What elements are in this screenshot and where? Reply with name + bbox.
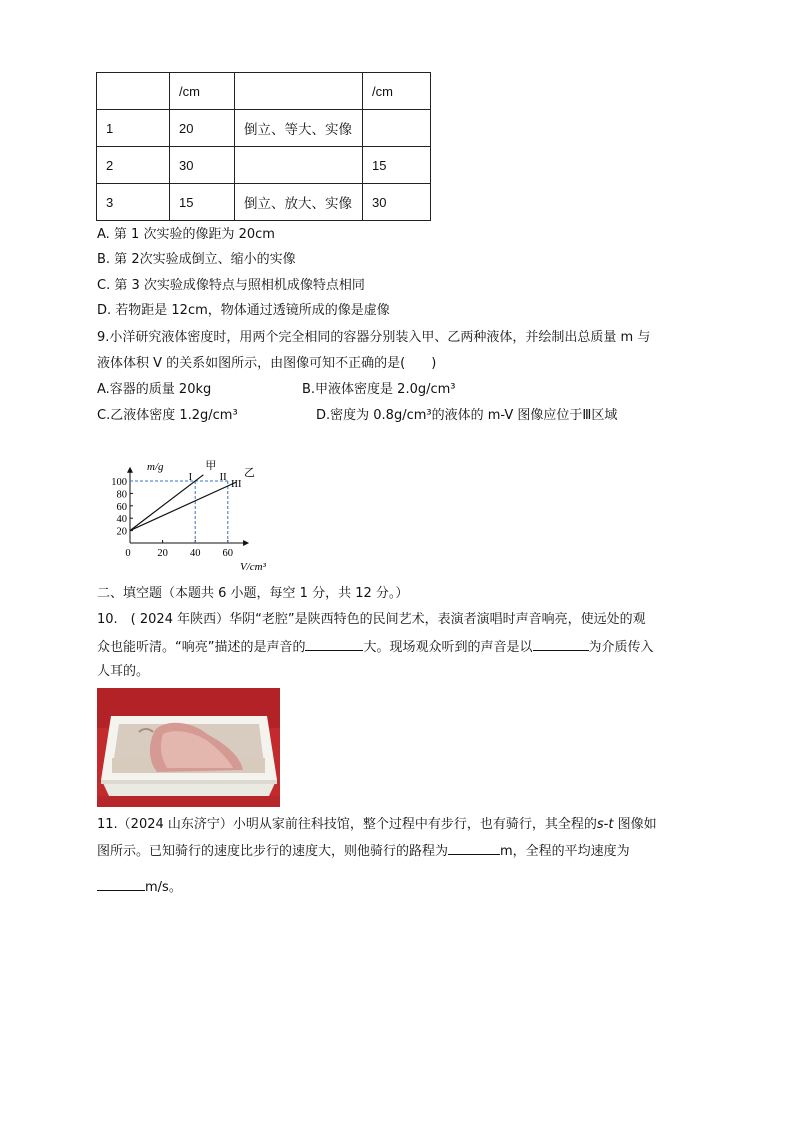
q9-stem-line2: 液体体积 V 的关系如图所示，由图像可知不正确的是( ) (97, 356, 437, 371)
table-cell: 30 (170, 147, 235, 184)
q11-stem-line1 (97, 815, 657, 835)
table-cell: 1 (97, 110, 170, 147)
q8-option-a: A. 第 1 次实验的像距为 20cm (97, 227, 275, 242)
y-tick-label: 40 (116, 514, 127, 526)
answer-blank[interactable] (533, 637, 589, 651)
q11-st-symbol: s-t (596, 817, 614, 832)
mass-volume-chart (100, 446, 290, 576)
series-line (130, 482, 236, 530)
q10-stem-line3: 人耳的。 (97, 664, 150, 679)
x-axis-arrow (243, 540, 249, 546)
q9-option-a: A.容器的质量 20kg (97, 382, 212, 397)
tray-photo (97, 688, 280, 807)
region-label: III (231, 479, 242, 491)
q11-stem-line3 (97, 877, 182, 898)
q9-option-d: D.密度为 0.8g/cm³的液体的 m-V 图像应位于Ⅲ区域 (316, 408, 618, 423)
q11-stem-line2 (97, 841, 630, 862)
series-name-label: 甲 (205, 458, 217, 472)
table-header-row (97, 73, 431, 110)
q11-text: 11.（2024 山东济宁）小明从家前往科技馆，整个过程中有步行，也有骑行，其全程的 (97, 817, 597, 832)
table-header-cell: /cm (170, 73, 235, 110)
x-tick-label: 20 (157, 548, 168, 559)
q10-text: 为介质传入 (588, 640, 654, 655)
table-cell: 30 (363, 184, 431, 221)
table-row (97, 110, 431, 147)
y-axis-label: m/g (147, 461, 164, 473)
region-label: I (188, 471, 193, 483)
q10-stem-line1: 10. ( 2024 年陕西）华阴“老腔”是陕西特色的民间艺术，表演者演唱时声音响亮，使远处的观 (97, 612, 646, 627)
q8-option-c: C. 第 3 次实验成像特点与照相机成像特点相同 (97, 278, 365, 293)
q11-text: m，全程的平均速度为 (500, 844, 630, 859)
y-axis-arrow (127, 467, 133, 473)
table-cell: 倒立、放大、实像 (235, 184, 363, 221)
table-row (97, 184, 431, 221)
table-cell: 2 (97, 147, 170, 184)
table-header-cell (235, 73, 363, 110)
x-tick-label: 40 (189, 548, 201, 559)
table-cell (235, 147, 363, 184)
x-axis-label: V/cm³ (240, 561, 266, 573)
table-header-cell: /cm (363, 73, 431, 110)
q9-option-c: C.乙液体密度 1.2g/cm³ (97, 408, 238, 423)
answer-blank[interactable] (97, 877, 145, 891)
series-name-label: 乙 (243, 466, 255, 480)
q10-stem-line2 (97, 637, 654, 658)
table-cell (363, 110, 431, 147)
q11-text: m/s。 (145, 880, 182, 895)
answer-blank[interactable] (305, 637, 363, 651)
q10-text: 众也能听清。“响亮”描述的是声音的 (97, 640, 306, 655)
y-tick-label: 80 (116, 489, 127, 501)
q11-text: 图像如 (613, 817, 657, 832)
experiment-table (96, 72, 431, 221)
q10-text: 大。现场观众听到的声音是以 (363, 640, 533, 655)
answer-blank[interactable] (448, 841, 500, 855)
table-cell: 20 (170, 110, 235, 147)
q11-text: 图所示。已知骑行的速度比步行的速度大，则他骑行的路程为 (97, 844, 449, 859)
y-tick-label: 100 (111, 477, 127, 488)
y-tick-label: 60 (116, 501, 127, 513)
x-tick-label: 0 (125, 548, 131, 559)
region-label: II (219, 471, 227, 483)
q8-option-d: D. 若物距是 12cm，物体通过透镜所成的像是虚像 (97, 303, 390, 318)
y-tick-label: 20 (116, 526, 127, 538)
table-cell: 15 (170, 184, 235, 221)
table-row (97, 147, 431, 184)
q8-option-b: B. 第 2次实验成倒立、缩小的实像 (97, 252, 296, 267)
section-2-title: 二、填空题（本题共 6 小题，每空 1 分，共 12 分。） (97, 586, 409, 601)
x-tick-label: 60 (222, 548, 234, 559)
table-cell: 倒立、等大、实像 (235, 110, 363, 147)
table-cell: 3 (97, 184, 170, 221)
table-cell: 15 (363, 147, 431, 184)
q9-option-b: B.甲液体密度是 2.0g/cm³ (302, 382, 456, 397)
table-header-cell (97, 73, 170, 110)
q9-stem-line1: 9.小洋研究液体密度时，用两个完全相同的容器分别装入甲、乙两种液体，并绘制出总质量 m 与 (97, 330, 651, 345)
